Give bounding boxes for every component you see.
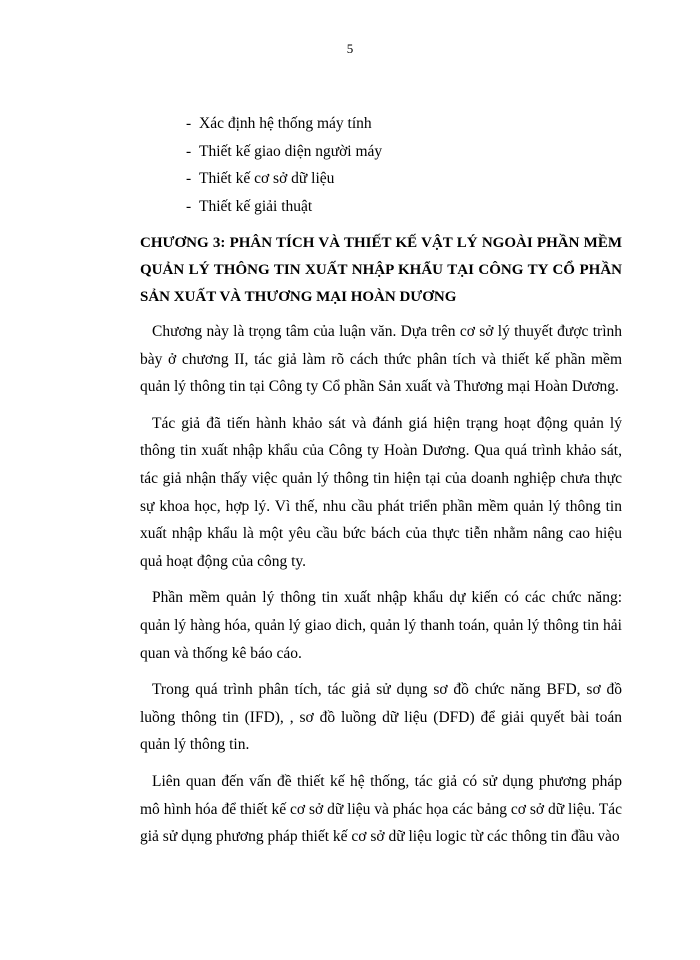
list-item-text: Xác định hệ thống máy tính	[199, 115, 372, 132]
paragraph: Phần mềm quản lý thông tin xuất nhập khẩu dự kiến có các chức năng: quản lý hàng hóa, quản lý giao dich, quản lý thanh toán, quản lý thông tin hải quan và thống kê báo cáo.	[140, 589, 622, 662]
chapter-heading: CHƯƠNG 3: PHÂN TÍCH VÀ THIẾT KẾ VẬT LÝ NGOÀI PHẦN MỀM QUẢN LÝ THÔNG TIN XUẤT NHẬP KHẨU TẠI CÔNG TY CỔ PHẦN SẢN XUẤT VÀ THƯƠNG MẠI HOÀN DƯƠNG	[140, 235, 622, 305]
bullet-dash: -	[186, 197, 192, 215]
list-item	[186, 193, 382, 221]
paragraph: Chương này là trọng tâm của luận văn. Dựa trên cơ sở lý thuyết được trình bày ở chương II, tác giả làm rõ cách thức phân tích và thiết kế phần mềm quản lý thông tin tại Công ty Cổ phần Sản xuất và Thương mại Hoàn Dương.	[140, 323, 622, 396]
paragraph: Trong quá trình phân tích, tác giả sử dụng sơ đồ chức năng BFD, sơ đồ luồng thông tin (IFD), , sơ đồ luồng dữ liệu (DFD) để giải quyết bài toán quản lý thông tin.	[140, 681, 622, 754]
list-item	[186, 138, 382, 166]
body-text	[140, 318, 622, 860]
bullet-dash: -	[186, 115, 192, 132]
paragraph: Tác giả đã tiến hành khảo sát và đánh giá hiện trạng hoạt động quản lý thông tin xuất nhập khẩu của Công ty Hoàn Dương. Qua quá trình khảo sát, tác giả nhận thấy việc quản lý thông tin hiện tại của doanh nghiệp chưa thực sự khoa học, hợp lý. Vì thế, nhu cầu phát triển phần mềm quản lý thông tin xuất nhập khẩu là một yêu cầu bức bách của thực tiễn nhằm nâng cao hiệu quả hoạt động của công ty.	[140, 414, 622, 570]
list-item-text: Thiết kế giải thuật	[199, 197, 313, 215]
page-number: 5	[346, 41, 354, 56]
paragraph: Liên quan đến vấn đề thiết kế hệ thống, tác giả có sử dụng phương pháp mô hình hóa để thiết kế cơ sở dữ liệu và phác họa các bảng cơ sở dữ liệu. Tác giả sử dụng phương pháp thiết kế cơ sở dữ liệu logic từ các thông tin đầu vào	[140, 772, 622, 846]
list-item-text: Thiết kế cơ sở dữ liệu	[199, 170, 335, 187]
bullet-dash: -	[186, 170, 192, 187]
bullet-list	[186, 110, 382, 220]
list-item	[186, 165, 382, 193]
list-item-text: Thiết kế giao diện người máy	[199, 142, 383, 160]
bullet-dash: -	[186, 142, 192, 160]
list-item	[186, 110, 382, 138]
